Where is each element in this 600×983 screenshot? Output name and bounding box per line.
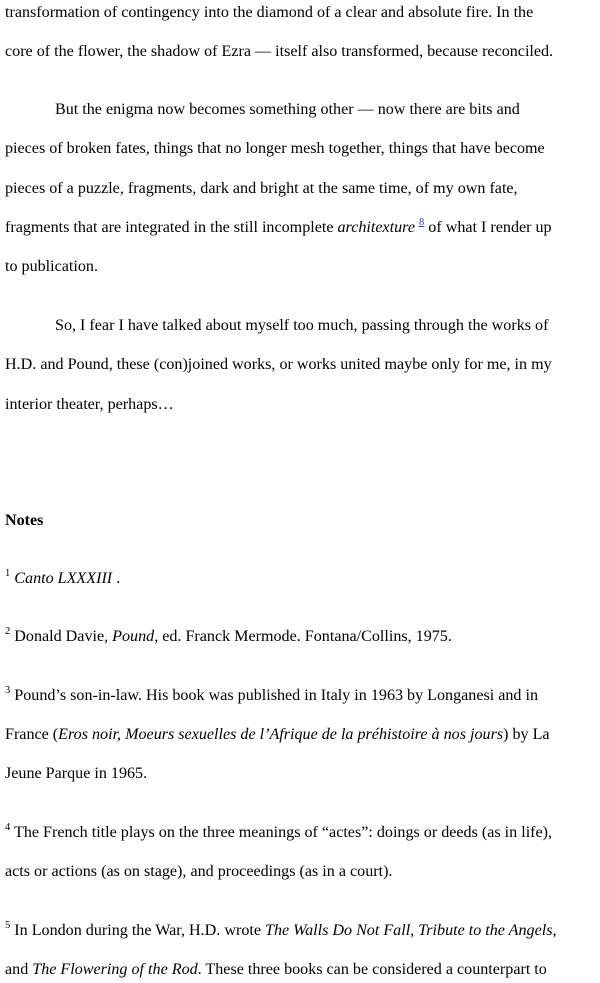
text-run: , ed. Franck Mermode. Fontana/Collins, 1975.: [154, 628, 452, 645]
footnote-1: [5, 569, 120, 589]
text-run: of what I render up: [424, 219, 552, 236]
footnote-4: [5, 823, 552, 843]
text-run: ) by La: [503, 726, 550, 743]
italic-title: The Flowering of the Rod: [32, 961, 198, 978]
text-run: Donald Davie,: [10, 628, 113, 645]
body-text-line: interior theater, perhaps…: [5, 396, 174, 413]
text-run: In London during the War, H.D. wrote: [10, 922, 266, 939]
body-text-line: to publication.: [5, 258, 98, 275]
footnote-2: [5, 627, 452, 647]
notes-heading: Notes: [5, 512, 44, 529]
footnote-number: 4: [5, 821, 11, 833]
text-run: ,: [552, 922, 557, 939]
footnote-link-8[interactable]: 8: [419, 216, 425, 228]
italic-title: Canto LXXXIII: [14, 570, 113, 587]
italic-title: Eros noir, Moeurs sexuelles de l’Afrique de la préhistoire à nos jours: [58, 726, 504, 743]
body-text-line: So, I fear I have talked about myself too much, passing through the works of: [55, 317, 549, 334]
footnote-5: [5, 921, 557, 941]
italic-title: The Walls Do Not Fall, Tribute to the Angels: [265, 922, 553, 939]
body-text-line: transformation of contingency into the diamond of a clear and absolute fire. In the: [5, 4, 534, 21]
text-run: The French title plays on the three meanings of “actes”: doings or deeds (as in life),: [10, 824, 553, 841]
body-text-line: pieces of broken fates, things that no longer mesh together, things that have become: [5, 140, 545, 157]
italic-title: Pound: [112, 628, 155, 645]
text-run: .: [112, 570, 121, 587]
text-run: . These three books can be considered a counterpart to: [197, 961, 547, 978]
italic-term: architexture: [337, 219, 415, 236]
footnote-3-line-3: Jeune Parque in 1965.: [5, 765, 148, 782]
footnote-number: 5: [5, 919, 11, 931]
footnote-4-line-2: acts or actions (as on stage), and proceedings (as in a court).: [5, 863, 393, 880]
body-text-line: But the enigma now becomes something other — now there are bits and: [55, 101, 520, 118]
text-run: Pound’s son-in-law. His book was published in Italy in 1963 by Longanesi and in: [10, 687, 539, 704]
footnote-number: 1: [5, 567, 11, 579]
footnote-5-line-2: [5, 960, 547, 980]
footnote-number: 2: [5, 625, 11, 637]
body-text-line: H.D. and Pound, these (con)joined works, or works united maybe only for me, in my: [5, 356, 552, 373]
text-run: fragments that are integrated in the still incomplete: [5, 219, 338, 236]
body-text-line: [5, 218, 552, 238]
footnote-number: 3: [5, 684, 11, 696]
footnote-3: [5, 686, 538, 706]
text-run: and: [5, 961, 33, 978]
body-text-line: pieces of a puzzle, fragments, dark and bright at the same time, of my own fate,: [5, 180, 518, 197]
footnote-3-line-2: [5, 725, 550, 745]
text-run: France (: [5, 726, 59, 743]
body-text-line: core of the flower, the shadow of Ezra — itself also transformed, because reconciled.: [5, 43, 554, 60]
